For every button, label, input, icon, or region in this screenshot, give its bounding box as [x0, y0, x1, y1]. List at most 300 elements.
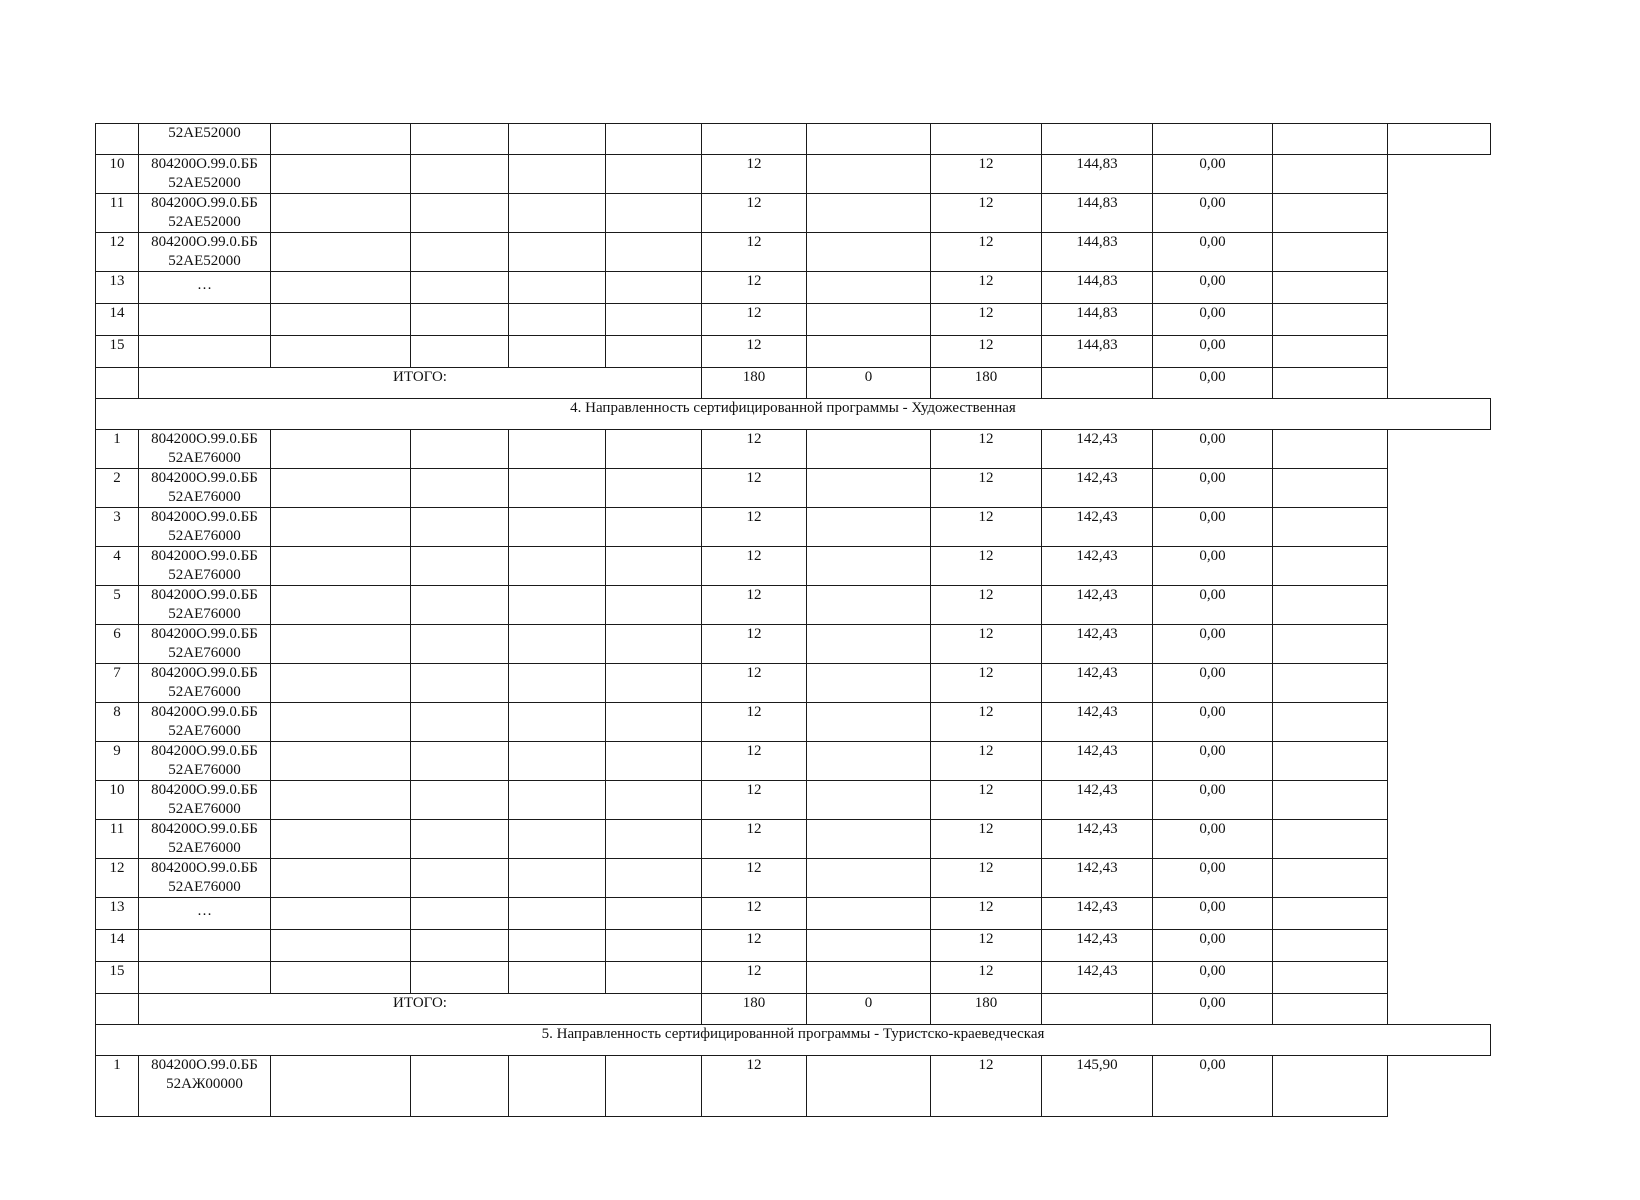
code-line: 52AE52000 [168, 125, 241, 141]
total-row [96, 368, 1491, 399]
table-row [96, 898, 1491, 930]
code-line: 52АЖ00000 [166, 1076, 243, 1092]
sum-cell: 0,00 [1153, 155, 1273, 194]
actual-volume-cell [807, 664, 931, 703]
row-number-cell: 15 [96, 962, 139, 994]
row-number-cell: 14 [96, 930, 139, 962]
empty-cell [411, 430, 509, 469]
actual-volume-cell [807, 508, 931, 547]
code-cell [139, 194, 271, 233]
code-line: 804200О.99.0.ББ [151, 195, 258, 211]
price-cell: 145,90 [1042, 1056, 1153, 1117]
empty-cell [271, 469, 411, 508]
total-actual-volume: 0 [807, 994, 931, 1025]
empty-cell [509, 272, 606, 304]
row-number-cell: 8 [96, 703, 139, 742]
code-cell [139, 1056, 271, 1117]
actual-volume-cell [807, 820, 931, 859]
row-number-cell: 13 [96, 898, 139, 930]
table-row [96, 155, 1491, 194]
sum-cell: 0,00 [1153, 898, 1273, 930]
empty-cell [1273, 430, 1388, 469]
price-cell: 142,43 [1042, 469, 1153, 508]
code-line: 52AE76000 [168, 723, 241, 739]
price-cell: 142,43 [1042, 820, 1153, 859]
table-row [96, 664, 1491, 703]
empty-cell [509, 898, 606, 930]
table-row [96, 781, 1491, 820]
volume-cell: 12 [931, 304, 1042, 336]
volume-cell: 12 [931, 859, 1042, 898]
code-cell [139, 304, 271, 336]
empty-cell [606, 742, 702, 781]
empty-cell [509, 820, 606, 859]
price-cell: 144,83 [1042, 155, 1153, 194]
code-cell [139, 625, 271, 664]
empty-cell [509, 508, 606, 547]
empty-cell [411, 742, 509, 781]
table-row [96, 272, 1491, 304]
sum-cell: 0,00 [1153, 859, 1273, 898]
volume-cell: 12 [931, 586, 1042, 625]
code-line: 52AE76000 [168, 606, 241, 622]
sum-cell: 0,00 [1153, 820, 1273, 859]
price-cell: 142,43 [1042, 586, 1153, 625]
price-cell: 144,83 [1042, 194, 1153, 233]
empty-cell [271, 194, 411, 233]
code-cell [139, 430, 271, 469]
actual-volume-cell [807, 586, 931, 625]
price-cell: 144,83 [1042, 233, 1153, 272]
volume-cell: 12 [931, 233, 1042, 272]
sum-cell: 0,00 [1153, 336, 1273, 368]
actual-volume-cell [807, 625, 931, 664]
total-planned-volume: 180 [702, 368, 807, 399]
empty-cell [411, 962, 509, 994]
price-cell: 142,43 [1042, 547, 1153, 586]
table-row [96, 336, 1491, 368]
planned-volume-cell: 12 [702, 547, 807, 586]
empty-cell [271, 781, 411, 820]
code-cell [139, 898, 271, 930]
code-line: 52AE76000 [168, 489, 241, 505]
code-line: 804200О.99.0.ББ [151, 743, 258, 759]
actual-volume-cell [807, 859, 931, 898]
empty-cell [509, 962, 606, 994]
empty-cell [1273, 664, 1388, 703]
table-row [96, 962, 1491, 994]
planned-volume-cell: 12 [702, 625, 807, 664]
code-line: 804200О.99.0.ББ [151, 860, 258, 876]
actual-volume-cell [807, 430, 931, 469]
empty-cell [411, 508, 509, 547]
planned-volume-cell: 12 [702, 962, 807, 994]
total-volume: 180 [931, 994, 1042, 1025]
code-cell [139, 859, 271, 898]
planned-volume-cell: 12 [702, 155, 807, 194]
volume-cell: 12 [931, 194, 1042, 233]
price-cell: 142,43 [1042, 430, 1153, 469]
empty-cell [271, 703, 411, 742]
empty-cell [1273, 368, 1388, 399]
empty-cell [1042, 368, 1153, 399]
code-line: 52AE52000 [168, 175, 241, 191]
total-label: ИТОГО: [139, 994, 702, 1025]
empty-cell [411, 930, 509, 962]
empty-cell [1273, 703, 1388, 742]
table-row [96, 703, 1491, 742]
sum-cell: 0,00 [1153, 930, 1273, 962]
total-actual-volume: 0 [807, 368, 931, 399]
actual-volume-cell [807, 962, 931, 994]
total-row [96, 994, 1491, 1025]
empty-cell [509, 664, 606, 703]
code-cell [139, 703, 271, 742]
empty-cell [271, 664, 411, 703]
empty-cell [1273, 194, 1388, 233]
empty-cell [1273, 1056, 1388, 1117]
sum-cell: 0,00 [1153, 664, 1273, 703]
code-line: 804200О.99.0.ББ [151, 1057, 258, 1073]
code-cell [139, 124, 271, 155]
total-volume: 180 [931, 368, 1042, 399]
code-cell [139, 155, 271, 194]
empty-cell [606, 703, 702, 742]
price-cell: 144,83 [1042, 336, 1153, 368]
table-row [96, 430, 1491, 469]
empty-cell [509, 430, 606, 469]
code-cell [139, 508, 271, 547]
planned-volume-cell: 12 [702, 930, 807, 962]
price-cell: 144,83 [1042, 304, 1153, 336]
empty-cell [509, 547, 606, 586]
actual-volume-cell [807, 1056, 931, 1117]
empty-cell [1273, 304, 1388, 336]
code-cell [139, 742, 271, 781]
code-cell [139, 272, 271, 304]
empty-cell [271, 508, 411, 547]
empty-cell [411, 898, 509, 930]
total-planned-volume: 180 [702, 994, 807, 1025]
code-line: … [197, 903, 212, 919]
code-cell [139, 930, 271, 962]
empty-cell [509, 859, 606, 898]
actual-volume-cell [807, 898, 931, 930]
code-line: 52AE52000 [168, 214, 241, 230]
code-line: 52AE76000 [168, 840, 241, 856]
table-row [96, 586, 1491, 625]
empty-cell [606, 508, 702, 547]
empty-cell [606, 962, 702, 994]
code-line: 52AE76000 [168, 450, 241, 466]
code-cell [139, 781, 271, 820]
volume-cell: 12 [931, 742, 1042, 781]
section-title: 5. Направленность сертифицированной программы - Туристско-краеведческая [96, 1025, 1491, 1056]
sum-cell: 0,00 [1153, 1056, 1273, 1117]
row-number-cell: 5 [96, 586, 139, 625]
row-number-cell: 11 [96, 820, 139, 859]
code-line: 52AE76000 [168, 528, 241, 544]
empty-cell [606, 859, 702, 898]
code-line: 804200О.99.0.ББ [151, 234, 258, 250]
table-row [96, 625, 1491, 664]
actual-volume-cell [807, 194, 931, 233]
empty-cell [606, 336, 702, 368]
sum-cell: 0,00 [1153, 430, 1273, 469]
table-row [96, 547, 1491, 586]
row-number-cell: 15 [96, 336, 139, 368]
empty-cell [509, 781, 606, 820]
code-line: 804200О.99.0.ББ [151, 587, 258, 603]
empty-cell [606, 469, 702, 508]
empty-cell [509, 930, 606, 962]
empty-cell [509, 586, 606, 625]
sum-cell: 0,00 [1153, 508, 1273, 547]
empty-cell [606, 272, 702, 304]
table-row [96, 742, 1491, 781]
empty-cell [509, 233, 606, 272]
code-line: 52AE76000 [168, 762, 241, 778]
empty-cell [606, 430, 702, 469]
volume-cell: 12 [931, 664, 1042, 703]
volume-cell: 12 [931, 898, 1042, 930]
sum-cell: 0,00 [1153, 233, 1273, 272]
empty-cell [509, 742, 606, 781]
code-cell [139, 469, 271, 508]
planned-volume-cell: 12 [702, 742, 807, 781]
empty-cell [411, 703, 509, 742]
price-cell: 142,43 [1042, 781, 1153, 820]
section-header-row [96, 1025, 1491, 1056]
sum-cell: 0,00 [1153, 272, 1273, 304]
planned-volume-cell: 12 [702, 859, 807, 898]
price-cell: 142,43 [1042, 664, 1153, 703]
empty-cell [509, 336, 606, 368]
empty-cell [411, 781, 509, 820]
price-cell: 142,43 [1042, 508, 1153, 547]
total-sum: 0,00 [1153, 368, 1273, 399]
price-cell: 142,43 [1042, 962, 1153, 994]
empty-cell [271, 233, 411, 272]
volume-cell: 12 [931, 930, 1042, 962]
empty-cell [606, 898, 702, 930]
planned-volume-cell: 12 [702, 336, 807, 368]
sum-cell: 0,00 [1153, 962, 1273, 994]
empty-cell [271, 962, 411, 994]
volume-cell: 12 [931, 272, 1042, 304]
empty-cell [509, 155, 606, 194]
code-line: 804200О.99.0.ББ [151, 431, 258, 447]
empty-cell [509, 625, 606, 664]
empty-cell [606, 233, 702, 272]
empty-cell [606, 586, 702, 625]
total-sum: 0,00 [1153, 994, 1273, 1025]
empty-cell [1273, 625, 1388, 664]
code-cell [139, 336, 271, 368]
row-number-cell: 10 [96, 781, 139, 820]
empty-cell [271, 547, 411, 586]
planned-volume-cell: 12 [702, 898, 807, 930]
code-line: 804200О.99.0.ББ [151, 782, 258, 798]
volume-cell: 12 [931, 781, 1042, 820]
empty-cell [271, 930, 411, 962]
planned-volume-cell: 12 [702, 508, 807, 547]
empty-cell [271, 820, 411, 859]
empty-cell [411, 625, 509, 664]
row-number-cell: 12 [96, 233, 139, 272]
price-cell: 142,43 [1042, 703, 1153, 742]
code-line: 804200О.99.0.ББ [151, 548, 258, 564]
row-number-cell [96, 124, 139, 155]
empty-cell [606, 781, 702, 820]
empty-cell [1273, 820, 1388, 859]
empty-cell [1273, 233, 1388, 272]
empty-cell [606, 820, 702, 859]
empty-cell [271, 1056, 411, 1117]
sum-cell: 0,00 [1153, 742, 1273, 781]
code-line: 804200О.99.0.ББ [151, 470, 258, 486]
empty-cell [1273, 272, 1388, 304]
empty-cell [606, 304, 702, 336]
empty-cell [509, 469, 606, 508]
empty-cell [271, 625, 411, 664]
price-cell: 142,43 [1042, 930, 1153, 962]
code-cell [139, 586, 271, 625]
actual-volume-cell [807, 336, 931, 368]
sum-cell: 0,00 [1153, 625, 1273, 664]
empty-cell [271, 304, 411, 336]
row-number-cell: 6 [96, 625, 139, 664]
row-number-cell: 2 [96, 469, 139, 508]
code-cell [139, 664, 271, 703]
empty-cell [411, 1056, 509, 1117]
empty-cell [1273, 336, 1388, 368]
code-line: 804200О.99.0.ББ [151, 665, 258, 681]
volume-cell: 12 [931, 469, 1042, 508]
empty-cell [1042, 994, 1153, 1025]
volume-cell: 12 [931, 430, 1042, 469]
code-cell [139, 962, 271, 994]
empty-cell [96, 994, 139, 1025]
empty-cell [1273, 586, 1388, 625]
code-line: 52AE76000 [168, 567, 241, 583]
empty-cell [509, 1056, 606, 1117]
empty-cell [1273, 508, 1388, 547]
actual-volume-cell [807, 547, 931, 586]
empty-cell [1273, 962, 1388, 994]
empty-cell [606, 664, 702, 703]
empty-cell [411, 272, 509, 304]
volume-cell: 12 [931, 820, 1042, 859]
row-number-cell: 10 [96, 155, 139, 194]
empty-cell [411, 469, 509, 508]
planned-volume-cell: 12 [702, 430, 807, 469]
planned-volume-cell: 12 [702, 586, 807, 625]
empty-cell [509, 304, 606, 336]
empty-cell [1273, 547, 1388, 586]
code-line: 804200О.99.0.ББ [151, 821, 258, 837]
empty-cell [1273, 930, 1388, 962]
sum-cell: 0,00 [1153, 194, 1273, 233]
row-number-cell: 7 [96, 664, 139, 703]
table-row [96, 508, 1491, 547]
actual-volume-cell [807, 155, 931, 194]
planned-volume-cell: 12 [702, 703, 807, 742]
empty-cell [271, 272, 411, 304]
row-number-cell: 14 [96, 304, 139, 336]
code-line: 52AE76000 [168, 684, 241, 700]
section-title: 4. Направленность сертифицированной программы - Художественная [96, 399, 1491, 430]
empty-cell [1273, 742, 1388, 781]
empty-cell [411, 664, 509, 703]
empty-cell [271, 859, 411, 898]
planned-volume-cell: 12 [702, 469, 807, 508]
empty-cell [271, 742, 411, 781]
code-line: 804200О.99.0.ББ [151, 156, 258, 172]
planned-volume-cell: 12 [702, 194, 807, 233]
empty-cell [1273, 859, 1388, 898]
volume-cell: 12 [931, 336, 1042, 368]
empty-cell [411, 304, 509, 336]
actual-volume-cell [807, 304, 931, 336]
empty-cell [1273, 469, 1388, 508]
total-label: ИТОГО: [139, 368, 702, 399]
planned-volume-cell: 12 [702, 304, 807, 336]
code-cell [139, 233, 271, 272]
row-number-cell: 12 [96, 859, 139, 898]
empty-cell [509, 194, 606, 233]
price-cell: 142,43 [1042, 742, 1153, 781]
table-row [96, 233, 1491, 272]
volume-cell: 12 [931, 155, 1042, 194]
sum-cell: 0,00 [1153, 586, 1273, 625]
row-number-cell: 1 [96, 430, 139, 469]
planned-volume-cell: 12 [702, 781, 807, 820]
empty-cell [271, 430, 411, 469]
code-line: 52AE76000 [168, 801, 241, 817]
volume-cell: 12 [931, 1056, 1042, 1117]
row-number-cell: 3 [96, 508, 139, 547]
empty-cell [411, 586, 509, 625]
sum-cell: 0,00 [1153, 469, 1273, 508]
table-row [96, 820, 1491, 859]
actual-volume-cell [807, 703, 931, 742]
empty-cell [606, 625, 702, 664]
planned-volume-cell: 12 [702, 272, 807, 304]
table-row [96, 469, 1491, 508]
price-cell: 142,43 [1042, 859, 1153, 898]
actual-volume-cell [807, 781, 931, 820]
row-number-cell: 9 [96, 742, 139, 781]
planned-volume-cell: 12 [702, 233, 807, 272]
empty-cell [509, 703, 606, 742]
empty-cell [411, 233, 509, 272]
empty-cell [1273, 781, 1388, 820]
table-row [96, 930, 1491, 962]
empty-cell [411, 336, 509, 368]
empty-cell [271, 586, 411, 625]
row-number-cell: 11 [96, 194, 139, 233]
price-cell: 142,43 [1042, 898, 1153, 930]
empty-cell [411, 194, 509, 233]
empty-cell [606, 547, 702, 586]
empty-cell [411, 155, 509, 194]
code-cell [139, 547, 271, 586]
empty-cell [271, 898, 411, 930]
empty-cell [411, 820, 509, 859]
volume-cell: 12 [931, 962, 1042, 994]
code-line: 52AE76000 [168, 645, 241, 661]
